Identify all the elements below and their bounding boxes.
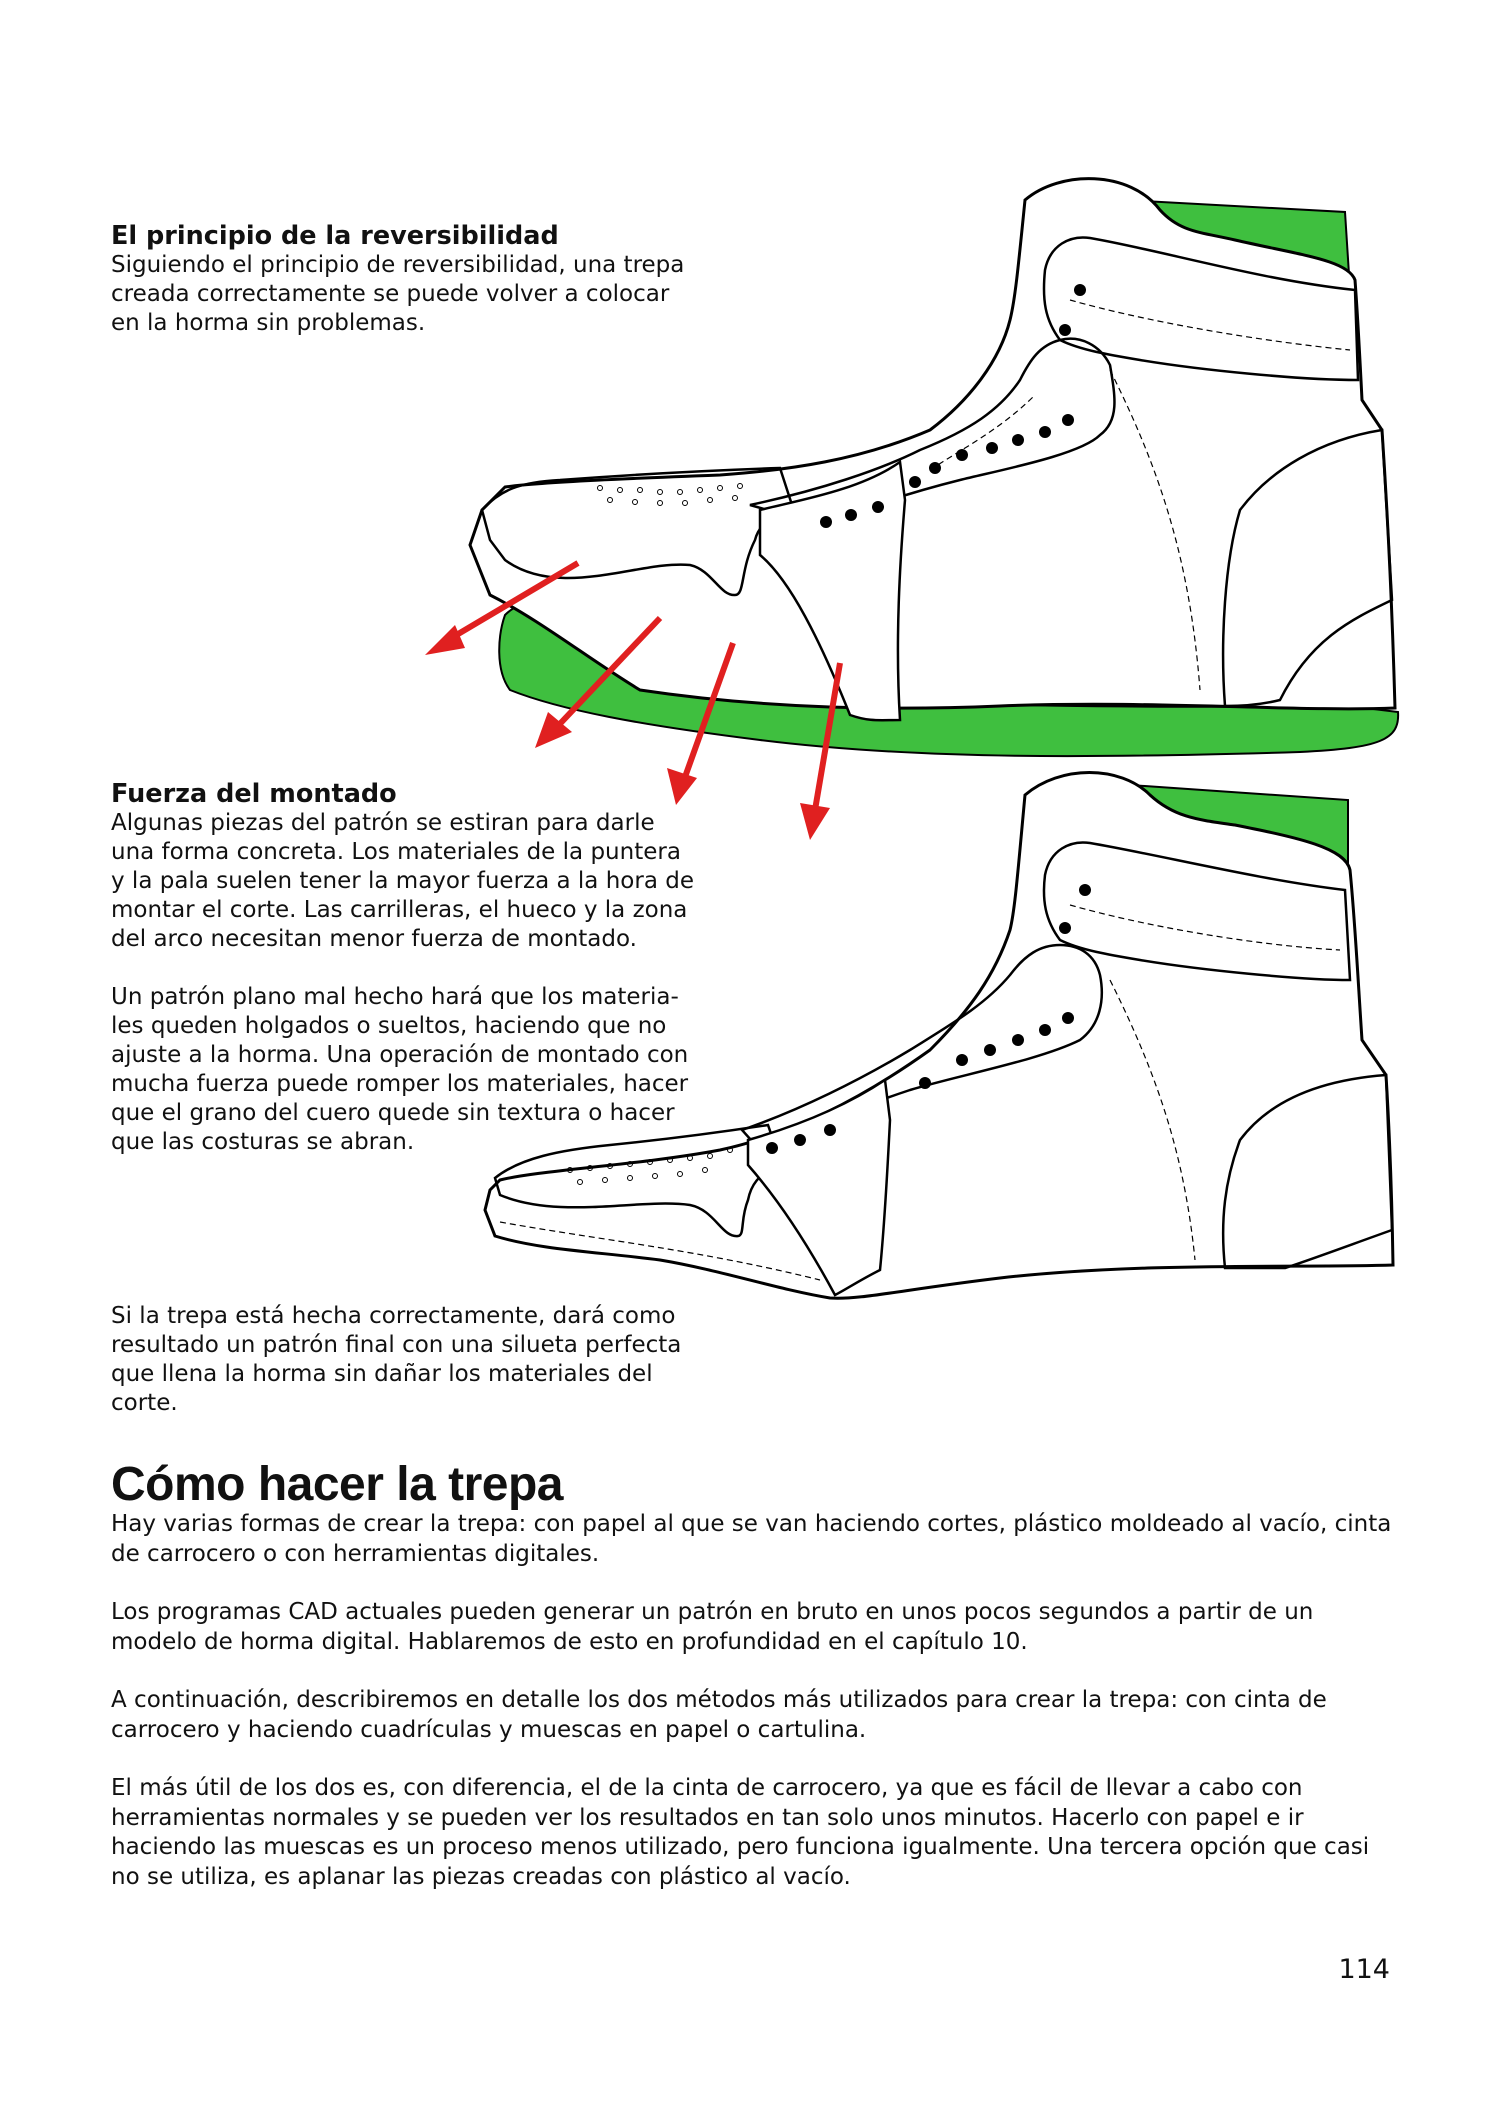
text-line: corte. <box>111 1390 178 1416</box>
heading-reversibility: El principio de la reversibilidad <box>111 221 559 251</box>
main-paragraph-2: Los programas CAD actuales pueden generar un patrón en bruto en unos pocos segundos a partir de un modelo de horma digital. Hablaremos de esto en profundidad en el capítulo 10. <box>111 1599 1314 1655</box>
text-line: Si la trepa está hecha correctamente, dará como <box>111 1303 676 1329</box>
main-paragraph-1: Hay varias formas de crear la trepa: con papel al que se van haciendo cortes, plástico moldeado al vacío, cinta de carrocero o con herramientas digitales. <box>111 1511 1392 1567</box>
text-line: Siguiendo el principio de reversibilidad, una trepa <box>111 252 685 278</box>
text-line: una forma concreta. Los materiales de la puntera <box>111 839 681 865</box>
paragraph-mounting-force-1 <box>111 809 694 954</box>
section-correct-result <box>111 1302 681 1418</box>
section-mounting-force <box>111 780 694 1157</box>
section-reversibility <box>111 222 684 338</box>
text-line: Algunas piezas del patrón se estiran para darle <box>111 810 655 836</box>
text-line: que llena la horma sin dañar los materiales del <box>111 1361 653 1387</box>
text-line: del arco necesitan menor fuerza de montado. <box>111 926 637 952</box>
text-line: resultado un patrón final con una silueta perfecta <box>111 1332 682 1358</box>
paragraph-reversibility <box>111 251 684 338</box>
heading-mounting-force: Fuerza del montado <box>111 779 397 809</box>
main-body <box>111 1510 1401 1892</box>
text-line: que las costuras se abran. <box>111 1129 415 1155</box>
text-line: montar el corte. Las carrilleras, el hueco y la zona <box>111 897 688 923</box>
text-line: mucha fuerza puede romper los materiales, hacer <box>111 1071 689 1097</box>
main-paragraph-3: A continuación, describiremos en detalle los dos métodos más utilizados para crear la trepa: con cinta de carrocero y haciendo cuadrículas y muescas en papel o cartulina. <box>111 1687 1327 1743</box>
text-line: creada correctamente se puede volver a colocar <box>111 281 670 307</box>
section-title: Cómo hacer la trepa <box>111 1458 563 1511</box>
text-line: les queden holgados o sueltos, haciendo que no <box>111 1013 667 1039</box>
text-line: ajuste a la horma. Una operación de montado con <box>111 1042 689 1068</box>
text-line: que el grano del cuero quede sin textura o hacer <box>111 1100 675 1126</box>
text-line: Un patrón plano mal hecho hará que los materia- <box>111 984 679 1010</box>
page-number: 114 <box>1338 1954 1390 1985</box>
text-line: y la pala suelen tener la mayor fuerza a la hora de <box>111 868 694 894</box>
main-paragraph-4: El más útil de los dos es, con diferencia, el de la cinta de carrocero, ya que es fácil de llevar a cabo con herramientas normales y se pueden ver los resultados en tan solo unos minutos. Hacerlo con papel e ir haciendo las muescas es un proceso menos utilizado, pero funciona igualmente. Una tercera opción que casi no se utiliza, es aplanar las piezas creadas con plástico al vacío. <box>111 1775 1370 1890</box>
paragraph-correct-result <box>111 1302 681 1418</box>
paragraph-mounting-force-2 <box>111 983 694 1157</box>
text-line: en la horma sin problemas. <box>111 310 426 336</box>
